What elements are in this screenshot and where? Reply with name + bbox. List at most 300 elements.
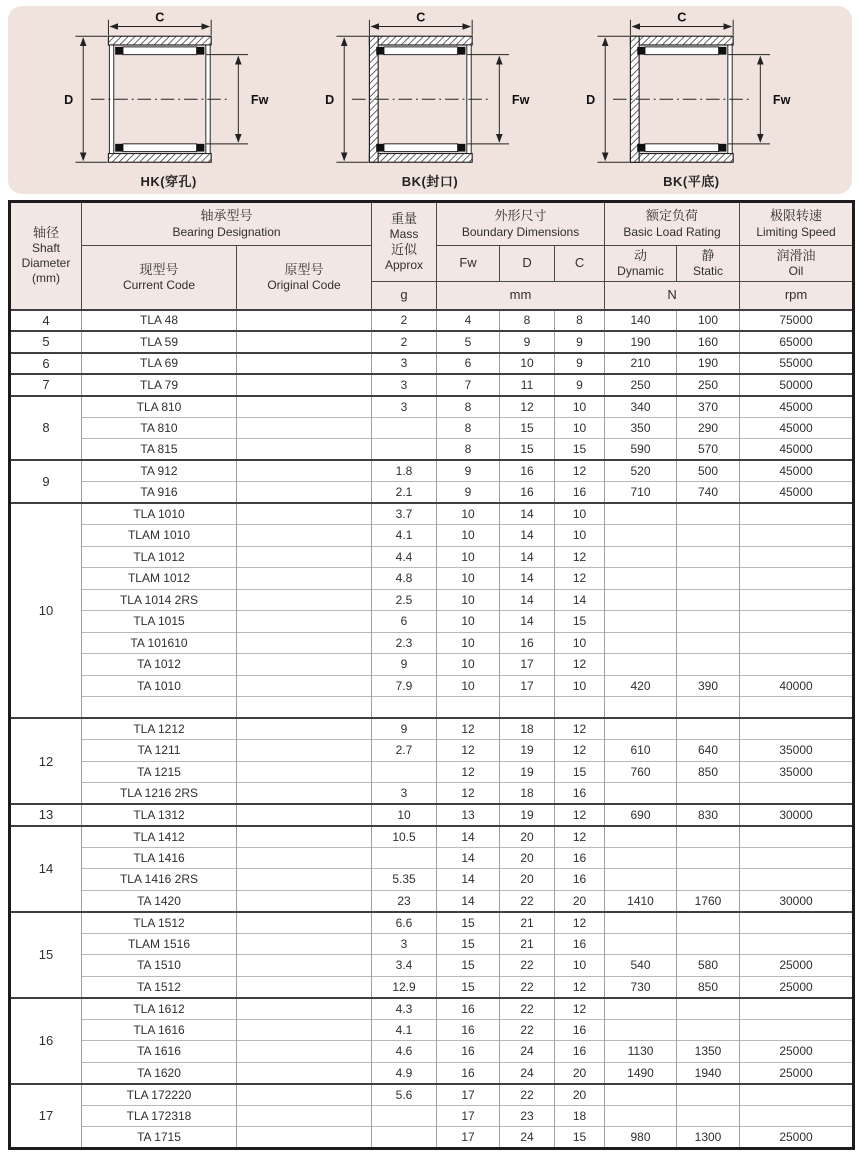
cell-current-code: TLAM 1012 bbox=[82, 568, 237, 590]
cell-mass: 23 bbox=[372, 890, 437, 912]
cell-dynamic-load bbox=[605, 589, 677, 611]
cell-original-code bbox=[237, 611, 372, 633]
cell-c: 15 bbox=[555, 761, 605, 783]
shaft-diameter-cell: 7 bbox=[10, 374, 82, 396]
cell-original-code bbox=[237, 697, 372, 719]
cell-static-load bbox=[677, 654, 740, 676]
cell-static-load: 1300 bbox=[677, 1127, 740, 1149]
cell-fw: 10 bbox=[437, 611, 500, 633]
table-row bbox=[10, 310, 854, 332]
cell-original-code bbox=[237, 826, 372, 848]
cell-c: 12 bbox=[555, 718, 605, 740]
cell-limiting-speed: 25000 bbox=[740, 955, 854, 977]
header-oil-en: Oil bbox=[788, 264, 804, 279]
header-d-label: D bbox=[522, 255, 532, 271]
cell-original-code bbox=[237, 1127, 372, 1149]
cell-c: 18 bbox=[555, 1105, 605, 1127]
cell-mass: 2 bbox=[372, 310, 437, 332]
cell-c: 16 bbox=[555, 1019, 605, 1041]
cell-mass: 3.7 bbox=[372, 503, 437, 525]
cell-original-code bbox=[237, 525, 372, 547]
cell-static-load: 1760 bbox=[677, 890, 740, 912]
shaft-diameter-cell: 4 bbox=[10, 310, 82, 332]
cell-mass: 4.1 bbox=[372, 525, 437, 547]
header-mass-zh: 重量 bbox=[391, 210, 418, 226]
cell-c: 9 bbox=[555, 374, 605, 396]
header-current-code bbox=[82, 246, 237, 310]
cell-d: 12 bbox=[500, 396, 555, 418]
header-boundary-dimensions bbox=[437, 202, 605, 246]
cell-limiting-speed bbox=[740, 847, 854, 869]
cell-d: 24 bbox=[500, 1041, 555, 1063]
table-row bbox=[10, 589, 854, 611]
cell-current-code: TA 916 bbox=[82, 482, 237, 504]
cell-d: 14 bbox=[500, 589, 555, 611]
cell-dynamic-load bbox=[605, 998, 677, 1020]
cell-fw: 17 bbox=[437, 1084, 500, 1106]
cell-current-code: TLA 69 bbox=[82, 353, 237, 375]
bearing-section-svg bbox=[56, 12, 282, 170]
cell-dynamic-load bbox=[605, 718, 677, 740]
cell-d: 19 bbox=[500, 761, 555, 783]
dim-label-fw: Fw bbox=[511, 93, 530, 108]
unit-n: N bbox=[667, 287, 677, 303]
cell-original-code bbox=[237, 503, 372, 525]
cell-d: 19 bbox=[500, 740, 555, 762]
cell-fw: 14 bbox=[437, 826, 500, 848]
cell-current-code: TLA 172318 bbox=[82, 1105, 237, 1127]
cell-fw: 17 bbox=[437, 1105, 500, 1127]
cell-dynamic-load bbox=[605, 611, 677, 633]
cell-mass: 2.5 bbox=[372, 589, 437, 611]
header-unit-dims bbox=[437, 282, 605, 310]
cell-fw: 7 bbox=[437, 374, 500, 396]
cell-original-code bbox=[237, 783, 372, 805]
cell-static-load: 160 bbox=[677, 331, 740, 353]
cell-c: 12 bbox=[555, 460, 605, 482]
cell-limiting-speed bbox=[740, 525, 854, 547]
cell-current-code: TLA 1010 bbox=[82, 503, 237, 525]
table-row bbox=[10, 460, 854, 482]
cell-static-load: 370 bbox=[677, 396, 740, 418]
table-row bbox=[10, 869, 854, 891]
cell-dynamic-load: 590 bbox=[605, 439, 677, 461]
header-boundary-en: Boundary Dimensions bbox=[461, 224, 580, 239]
cell-static-load bbox=[677, 912, 740, 934]
cell-c: 8 bbox=[555, 310, 605, 332]
table-row bbox=[10, 847, 854, 869]
cell-current-code: TA 101610 bbox=[82, 632, 237, 654]
shaft-group-4 bbox=[10, 310, 854, 332]
cell-d: 22 bbox=[500, 998, 555, 1020]
cell-d: 17 bbox=[500, 675, 555, 697]
header-static-en: Static bbox=[693, 264, 724, 279]
table-row bbox=[10, 1084, 854, 1106]
cell-c: 10 bbox=[555, 675, 605, 697]
cell-limiting-speed bbox=[740, 998, 854, 1020]
header-load-zh: 额定负荷 bbox=[646, 208, 699, 224]
table-row bbox=[10, 1019, 854, 1041]
table-row bbox=[10, 933, 854, 955]
header-approx-en: Approx bbox=[385, 258, 424, 273]
cell-limiting-speed: 50000 bbox=[740, 374, 854, 396]
cell-c: 16 bbox=[555, 783, 605, 805]
cell-static-load bbox=[677, 546, 740, 568]
table-row bbox=[10, 718, 854, 740]
header-unit-speed bbox=[740, 282, 854, 310]
cell-static-load bbox=[677, 826, 740, 848]
cell-mass: 4.9 bbox=[372, 1062, 437, 1084]
cell-mass: 4.4 bbox=[372, 546, 437, 568]
cell-c: 10 bbox=[555, 632, 605, 654]
cell-fw: 14 bbox=[437, 890, 500, 912]
cell-dynamic-load bbox=[605, 847, 677, 869]
cell-static-load: 830 bbox=[677, 804, 740, 826]
header-oil-zh: 润滑油 bbox=[776, 247, 816, 263]
cell-d: 22 bbox=[500, 1019, 555, 1041]
shaft-group-13 bbox=[10, 804, 854, 826]
cell-c: 15 bbox=[555, 439, 605, 461]
cell-current-code: TA 1010 bbox=[82, 675, 237, 697]
bearing-cross-section-drawing bbox=[578, 12, 804, 170]
cell-mass: 3 bbox=[372, 396, 437, 418]
cell-current-code: TLAM 1516 bbox=[82, 933, 237, 955]
cell-fw: 13 bbox=[437, 804, 500, 826]
table-row bbox=[10, 740, 854, 762]
cell-static-load: 640 bbox=[677, 740, 740, 762]
cell-original-code bbox=[237, 933, 372, 955]
table-row bbox=[10, 1062, 854, 1084]
cell-limiting-speed: 35000 bbox=[740, 761, 854, 783]
header-dynamic bbox=[605, 246, 677, 282]
cell-dynamic-load bbox=[605, 546, 677, 568]
cell-original-code bbox=[237, 998, 372, 1020]
cell-mass: 2 bbox=[372, 331, 437, 353]
cell-static-load: 580 bbox=[677, 955, 740, 977]
cell-d: 17 bbox=[500, 654, 555, 676]
bearing-cross-section-drawing bbox=[56, 12, 282, 170]
cell-original-code bbox=[237, 589, 372, 611]
cell-mass: 9 bbox=[372, 654, 437, 676]
cell-c: 15 bbox=[555, 611, 605, 633]
unit-rpm: rpm bbox=[784, 287, 808, 303]
cell-d: 15 bbox=[500, 439, 555, 461]
cell-limiting-speed: 65000 bbox=[740, 331, 854, 353]
table-row bbox=[10, 998, 854, 1020]
cell-limiting-speed: 45000 bbox=[740, 396, 854, 418]
cell-limiting-speed: 25000 bbox=[740, 1127, 854, 1149]
cell-fw: 14 bbox=[437, 869, 500, 891]
shaft-diameter-cell: 16 bbox=[10, 998, 82, 1084]
cell-mass: 7.9 bbox=[372, 675, 437, 697]
header-d bbox=[500, 246, 555, 282]
cell-original-code bbox=[237, 374, 372, 396]
cell-dynamic-load: 980 bbox=[605, 1127, 677, 1149]
shaft-group-17 bbox=[10, 1084, 854, 1149]
cell-fw: 12 bbox=[437, 740, 500, 762]
cell-original-code bbox=[237, 460, 372, 482]
table-row bbox=[10, 396, 854, 418]
cell-dynamic-load bbox=[605, 632, 677, 654]
cell-fw: 10 bbox=[437, 568, 500, 590]
shaft-group-7 bbox=[10, 374, 854, 396]
cell-dynamic-load bbox=[605, 912, 677, 934]
cell-fw: 9 bbox=[437, 460, 500, 482]
cell-current-code: TA 1510 bbox=[82, 955, 237, 977]
cell-dynamic-load bbox=[605, 525, 677, 547]
cell-mass bbox=[372, 847, 437, 869]
cell-fw: 10 bbox=[437, 525, 500, 547]
cell-limiting-speed: 75000 bbox=[740, 310, 854, 332]
table-row bbox=[10, 761, 854, 783]
header-current-en: Current Code bbox=[122, 277, 196, 292]
cell-static-load: 740 bbox=[677, 482, 740, 504]
cell-current-code: TLA 59 bbox=[82, 331, 237, 353]
cell-static-load: 100 bbox=[677, 310, 740, 332]
cell-static-load bbox=[677, 1105, 740, 1127]
cell-fw: 15 bbox=[437, 976, 500, 998]
cell-limiting-speed: 45000 bbox=[740, 417, 854, 439]
cell-fw: 10 bbox=[437, 503, 500, 525]
cell-current-code: TLA 1014 2RS bbox=[82, 589, 237, 611]
cell-limiting-speed bbox=[740, 546, 854, 568]
cell-static-load bbox=[677, 847, 740, 869]
shaft-diameter-cell: 12 bbox=[10, 718, 82, 804]
cell-dynamic-load: 350 bbox=[605, 417, 677, 439]
cell-d: 20 bbox=[500, 869, 555, 891]
cell-c: 12 bbox=[555, 976, 605, 998]
cell-current-code: TLA 1416 bbox=[82, 847, 237, 869]
cell-limiting-speed bbox=[740, 611, 854, 633]
cell-fw: 12 bbox=[437, 718, 500, 740]
cell-original-code bbox=[237, 804, 372, 826]
bearing-diagram-hk bbox=[53, 12, 285, 190]
cell-limiting-speed bbox=[740, 589, 854, 611]
cell-current-code: TA 1616 bbox=[82, 1041, 237, 1063]
cell-dynamic-load: 690 bbox=[605, 804, 677, 826]
header-c-label: C bbox=[574, 255, 585, 271]
cell-original-code bbox=[237, 869, 372, 891]
cell-c: 16 bbox=[555, 869, 605, 891]
shaft-diameter-cell: 14 bbox=[10, 826, 82, 912]
shaft-group-16 bbox=[10, 998, 854, 1084]
table-row bbox=[10, 955, 854, 977]
cell-c bbox=[555, 697, 605, 719]
shaft-diameter-cell: 15 bbox=[10, 912, 82, 998]
cell-current-code: TA 810 bbox=[82, 417, 237, 439]
table-row bbox=[10, 654, 854, 676]
cell-limiting-speed bbox=[740, 1105, 854, 1127]
cell-d: 16 bbox=[500, 460, 555, 482]
table-row bbox=[10, 1105, 854, 1127]
cell-fw: 6 bbox=[437, 353, 500, 375]
cell-static-load: 850 bbox=[677, 976, 740, 998]
cell-fw: 16 bbox=[437, 1041, 500, 1063]
cell-static-load bbox=[677, 611, 740, 633]
cell-limiting-speed: 55000 bbox=[740, 353, 854, 375]
cell-limiting-speed: 25000 bbox=[740, 1041, 854, 1063]
cell-limiting-speed bbox=[740, 783, 854, 805]
table-row bbox=[10, 353, 854, 375]
header-speed-en: Limiting Speed bbox=[756, 224, 836, 239]
cell-current-code: TLA 172220 bbox=[82, 1084, 237, 1106]
cell-fw: 15 bbox=[437, 912, 500, 934]
cell-dynamic-load bbox=[605, 1105, 677, 1127]
cell-dynamic-load: 1130 bbox=[605, 1041, 677, 1063]
dim-label-c: C bbox=[416, 12, 426, 25]
cell-limiting-speed bbox=[740, 1019, 854, 1041]
cell-c: 9 bbox=[555, 331, 605, 353]
cell-dynamic-load: 760 bbox=[605, 761, 677, 783]
cell-d: 14 bbox=[500, 525, 555, 547]
cell-current-code: TA 1012 bbox=[82, 654, 237, 676]
cell-d: 22 bbox=[500, 1084, 555, 1106]
cell-current-code: TA 912 bbox=[82, 460, 237, 482]
cell-c: 10 bbox=[555, 955, 605, 977]
cell-original-code bbox=[237, 654, 372, 676]
cell-mass bbox=[372, 697, 437, 719]
cell-limiting-speed bbox=[740, 869, 854, 891]
cell-static-load bbox=[677, 933, 740, 955]
header-shaft-diameter bbox=[10, 202, 82, 310]
cell-dynamic-load: 140 bbox=[605, 310, 677, 332]
dim-label-d: D bbox=[325, 93, 335, 108]
cell-limiting-speed: 25000 bbox=[740, 976, 854, 998]
cell-c: 16 bbox=[555, 847, 605, 869]
table-row bbox=[10, 439, 854, 461]
cell-mass: 10.5 bbox=[372, 826, 437, 848]
cell-current-code: TLA 1512 bbox=[82, 912, 237, 934]
table-row bbox=[10, 976, 854, 998]
header-limiting-speed bbox=[740, 202, 854, 246]
table-row bbox=[10, 417, 854, 439]
header-original-zh: 原型号 bbox=[284, 261, 324, 277]
cell-fw bbox=[437, 697, 500, 719]
shaft-group-8 bbox=[10, 396, 854, 461]
dim-label-d: D bbox=[586, 93, 596, 108]
cell-fw: 9 bbox=[437, 482, 500, 504]
cell-mass bbox=[372, 417, 437, 439]
cell-mass: 9 bbox=[372, 718, 437, 740]
cell-c: 15 bbox=[555, 1127, 605, 1149]
cell-original-code bbox=[237, 417, 372, 439]
shaft-diameter-cell: 6 bbox=[10, 353, 82, 375]
cell-original-code bbox=[237, 546, 372, 568]
cell-static-load bbox=[677, 998, 740, 1020]
diagram-caption: BK(封口) bbox=[401, 174, 459, 189]
cell-fw: 16 bbox=[437, 998, 500, 1020]
cell-fw: 10 bbox=[437, 675, 500, 697]
cell-current-code: TA 1211 bbox=[82, 740, 237, 762]
cell-dynamic-load bbox=[605, 783, 677, 805]
header-fw-label: Fw bbox=[459, 255, 477, 271]
cell-current-code: TLA 1416 2RS bbox=[82, 869, 237, 891]
shaft-group-10 bbox=[10, 503, 854, 718]
table-row bbox=[10, 482, 854, 504]
header-speed-zh: 极限转速 bbox=[770, 208, 823, 224]
cell-d: 19 bbox=[500, 804, 555, 826]
table-row bbox=[10, 804, 854, 826]
cell-fw: 10 bbox=[437, 589, 500, 611]
cell-original-code bbox=[237, 1084, 372, 1106]
header-bearing-designation bbox=[82, 202, 372, 246]
dim-label-c: C bbox=[677, 12, 687, 25]
cell-current-code: TLA 1616 bbox=[82, 1019, 237, 1041]
header-boundary-zh: 外形尺寸 bbox=[494, 208, 547, 224]
cell-current-code: TLA 48 bbox=[82, 310, 237, 332]
cell-dynamic-load bbox=[605, 933, 677, 955]
cell-c: 16 bbox=[555, 933, 605, 955]
cell-c: 14 bbox=[555, 589, 605, 611]
cell-dynamic-load: 610 bbox=[605, 740, 677, 762]
table-row bbox=[10, 1127, 854, 1149]
cell-c: 12 bbox=[555, 826, 605, 848]
cell-fw: 5 bbox=[437, 331, 500, 353]
table-row bbox=[10, 890, 854, 912]
cell-static-load: 500 bbox=[677, 460, 740, 482]
cell-dynamic-load bbox=[605, 654, 677, 676]
cell-current-code: TLA 810 bbox=[82, 396, 237, 418]
cell-original-code bbox=[237, 1062, 372, 1084]
header-original-en: Original Code bbox=[267, 277, 341, 292]
cell-limiting-speed bbox=[740, 933, 854, 955]
cell-mass: 1.8 bbox=[372, 460, 437, 482]
cell-static-load bbox=[677, 1019, 740, 1041]
header-unit-load bbox=[605, 282, 740, 310]
cell-mass: 2.7 bbox=[372, 740, 437, 762]
cell-static-load: 1940 bbox=[677, 1062, 740, 1084]
bearing-section-svg bbox=[578, 12, 804, 170]
shaft-diameter-cell: 8 bbox=[10, 396, 82, 461]
table-row bbox=[10, 331, 854, 353]
cell-fw: 4 bbox=[437, 310, 500, 332]
cell-mass: 4.8 bbox=[372, 568, 437, 590]
cell-dynamic-load bbox=[605, 1019, 677, 1041]
shaft-diameter-cell: 9 bbox=[10, 460, 82, 503]
cell-static-load bbox=[677, 632, 740, 654]
header-basic-load-rating bbox=[605, 202, 740, 246]
header-mass bbox=[372, 202, 437, 282]
cell-original-code bbox=[237, 1105, 372, 1127]
cell-c: 12 bbox=[555, 654, 605, 676]
cell-current-code: TLA 79 bbox=[82, 374, 237, 396]
table-row bbox=[10, 503, 854, 525]
cell-original-code bbox=[237, 439, 372, 461]
table-row bbox=[10, 546, 854, 568]
cell-fw: 8 bbox=[437, 417, 500, 439]
cell-d: 22 bbox=[500, 976, 555, 998]
bearing-diagram-panel bbox=[8, 6, 852, 194]
cell-limiting-speed: 35000 bbox=[740, 740, 854, 762]
bearing-spec-table bbox=[8, 200, 855, 1150]
cell-original-code bbox=[237, 976, 372, 998]
cell-current-code: TLA 1412 bbox=[82, 826, 237, 848]
shaft-diameter-cell: 13 bbox=[10, 804, 82, 826]
cell-fw: 12 bbox=[437, 783, 500, 805]
header-current-zh: 现型号 bbox=[139, 261, 179, 277]
cell-current-code: TLA 1612 bbox=[82, 998, 237, 1020]
shaft-group-9 bbox=[10, 460, 854, 503]
cell-d: 14 bbox=[500, 568, 555, 590]
cell-fw: 15 bbox=[437, 955, 500, 977]
cell-limiting-speed: 25000 bbox=[740, 1062, 854, 1084]
cell-original-code bbox=[237, 740, 372, 762]
cell-d: 8 bbox=[500, 310, 555, 332]
dim-label-d: D bbox=[63, 93, 73, 108]
cell-original-code bbox=[237, 761, 372, 783]
cell-c: 12 bbox=[555, 998, 605, 1020]
cell-mass: 10 bbox=[372, 804, 437, 826]
